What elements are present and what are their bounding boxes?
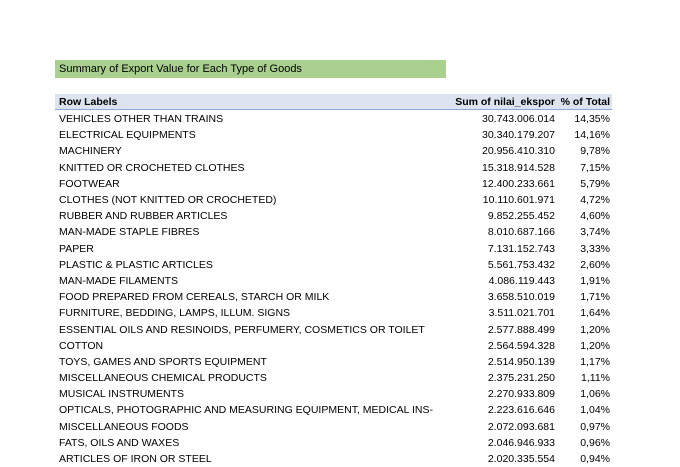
row-percent-value[interactable]: 9,78% — [580, 145, 610, 158]
row-sum-value[interactable]: 10.110.601.971 — [482, 194, 555, 207]
row-label[interactable]: PAPER — [59, 242, 94, 255]
row-percent-value[interactable]: 3,33% — [580, 242, 610, 255]
row-sum-value[interactable]: 2.072.093.681 — [487, 420, 555, 433]
row-label[interactable]: ESSENTIAL OILS AND RESINOIDS, PERFUMERY, COSMETICS OR TOILET — [59, 323, 425, 336]
row-label[interactable]: TOYS, GAMES AND SPORTS EQUIPMENT — [59, 355, 267, 368]
table-row[interactable] — [55, 402, 612, 418]
row-sum-value[interactable]: 12.400.233.661 — [482, 177, 555, 190]
row-percent-value[interactable]: 14,35% — [574, 113, 610, 126]
row-label[interactable]: CLOTHES (NOT KNITTED OR CROCHETED) — [59, 194, 277, 207]
row-label[interactable]: COTTON — [59, 339, 104, 352]
pivot-header-row — [55, 94, 612, 110]
row-percent-value[interactable]: 1,91% — [580, 274, 610, 287]
row-label[interactable]: FOOTWEAR — [59, 177, 120, 190]
row-percent-value[interactable]: 0,94% — [580, 453, 610, 466]
row-percent-value[interactable]: 14,16% — [574, 129, 610, 142]
row-sum-value[interactable]: 7.131.152.743 — [487, 242, 555, 255]
table-row[interactable] — [55, 419, 612, 435]
row-percent-value[interactable]: 0,97% — [580, 420, 610, 433]
table-row[interactable] — [55, 257, 612, 273]
row-sum-value[interactable]: 20.956.410.310 — [482, 145, 555, 158]
table-row[interactable] — [55, 176, 612, 192]
row-percent-value[interactable]: 1,20% — [580, 323, 610, 336]
table-row[interactable] — [55, 273, 612, 289]
table-row[interactable] — [55, 241, 612, 257]
table-row[interactable] — [55, 224, 612, 240]
row-percent-value[interactable]: 1,20% — [580, 339, 610, 352]
row-sum-value[interactable]: 2.046.946.933 — [487, 436, 555, 449]
table-row[interactable] — [55, 289, 612, 305]
row-label[interactable]: MACHINERY — [59, 145, 122, 158]
row-percent-value[interactable]: 1,17% — [580, 355, 610, 368]
row-percent-value[interactable]: 3,74% — [580, 226, 610, 239]
row-label[interactable]: MISCELLANEOUS CHEMICAL PRODUCTS — [59, 372, 267, 385]
row-label[interactable]: FURNITURE, BEDDING, LAMPS, ILLUM. SIGNS — [59, 307, 291, 320]
summary-title: Summary of Export Value for Each Type of Goods — [55, 60, 446, 78]
row-label[interactable]: FATS, OILS AND WAXES — [59, 436, 180, 449]
row-percent-value[interactable]: 1,06% — [580, 388, 610, 401]
table-row[interactable] — [55, 435, 612, 451]
row-sum-value[interactable]: 2.020.335.554 — [487, 453, 555, 466]
row-sum-value[interactable]: 2.564.594.328 — [487, 339, 555, 352]
row-sum-value[interactable]: 5.561.753.432 — [487, 258, 555, 271]
row-sum-value[interactable]: 2.375.231.250 — [487, 372, 555, 385]
row-percent-value[interactable]: 4,60% — [580, 210, 610, 223]
row-sum-value[interactable]: 3.658.510.019 — [487, 291, 555, 304]
table-row[interactable] — [55, 160, 612, 176]
row-sum-value[interactable]: 2.577.888.499 — [487, 323, 555, 336]
table-row[interactable] — [55, 386, 612, 402]
row-percent-value[interactable]: 1,71% — [580, 291, 610, 304]
row-label[interactable]: MISCELLANEOUS FOODS — [59, 420, 189, 433]
row-label[interactable]: ELECTRICAL EQUIPMENTS — [59, 129, 196, 142]
row-label[interactable]: VEHICLES OTHER THAN TRAINS — [59, 113, 224, 126]
row-label[interactable]: ARTICLES OF IRON OR STEEL — [59, 453, 212, 466]
row-percent-value[interactable]: 0,96% — [580, 436, 610, 449]
row-sum-value[interactable]: 2.514.950.139 — [487, 355, 555, 368]
row-sum-value[interactable]: 30.340.179.207 — [482, 129, 555, 142]
row-percent-value[interactable]: 7,15% — [580, 161, 610, 174]
table-row[interactable] — [55, 321, 612, 337]
row-percent-value[interactable]: 1,64% — [580, 307, 610, 320]
row-label[interactable]: OPTICALS, PHOTOGRAPHIC AND MEASURING EQUIPMENT, MEDICAL INS- — [59, 404, 433, 417]
row-percent-value[interactable]: 4,72% — [580, 194, 610, 207]
table-row[interactable] — [55, 127, 612, 143]
row-sum-value[interactable]: 15.318.914.528 — [482, 161, 555, 174]
row-label[interactable]: MUSICAL INSTRUMENTS — [59, 388, 185, 401]
row-percent-value[interactable]: 1,11% — [581, 372, 610, 385]
row-sum-value[interactable]: 9.852.255.452 — [487, 210, 555, 223]
table-row[interactable] — [55, 143, 612, 159]
row-sum-value[interactable]: 3.511.021.701 — [488, 307, 555, 320]
table-row[interactable] — [55, 305, 612, 321]
row-sum-value[interactable]: 30.743.006.014 — [482, 113, 555, 126]
row-percent-value[interactable]: 1,04% — [580, 404, 610, 417]
table-row[interactable] — [55, 338, 612, 354]
row-label[interactable]: RUBBER AND RUBBER ARTICLES — [59, 210, 228, 223]
table-row[interactable] — [55, 192, 612, 208]
row-label[interactable]: MAN-MADE FILAMENTS — [59, 274, 179, 287]
row-percent-value[interactable]: 5,79% — [580, 177, 610, 190]
row-label[interactable]: MAN-MADE STAPLE FIBRES — [59, 226, 200, 239]
table-row[interactable] — [55, 370, 612, 386]
row-sum-value[interactable]: 2.223.616.646 — [487, 404, 555, 417]
row-percent-value[interactable]: 2,60% — [580, 258, 610, 271]
header-sum-nilai-ekspor[interactable]: Sum of nilai_ekspor — [455, 95, 555, 108]
row-label[interactable]: KNITTED OR CROCHETED CLOTHES — [59, 161, 245, 174]
row-sum-value[interactable]: 4.086.119.443 — [488, 274, 555, 287]
table-row[interactable] — [55, 354, 612, 370]
header-percent-of-total[interactable]: % of Total — [560, 95, 610, 108]
row-sum-value[interactable]: 2.270.933.809 — [487, 388, 555, 401]
pivot-rows — [55, 111, 612, 467]
pivot-table — [55, 94, 612, 467]
table-row[interactable] — [55, 208, 612, 224]
row-label[interactable]: PLASTIC & PLASTIC ARTICLES — [59, 258, 213, 271]
row-sum-value[interactable]: 8.010.687.166 — [487, 226, 555, 239]
header-row-labels[interactable]: Row Labels — [59, 95, 118, 108]
row-label[interactable]: FOOD PREPARED FROM CEREALS, STARCH OR MILK — [59, 291, 330, 304]
table-row[interactable] — [55, 111, 612, 127]
